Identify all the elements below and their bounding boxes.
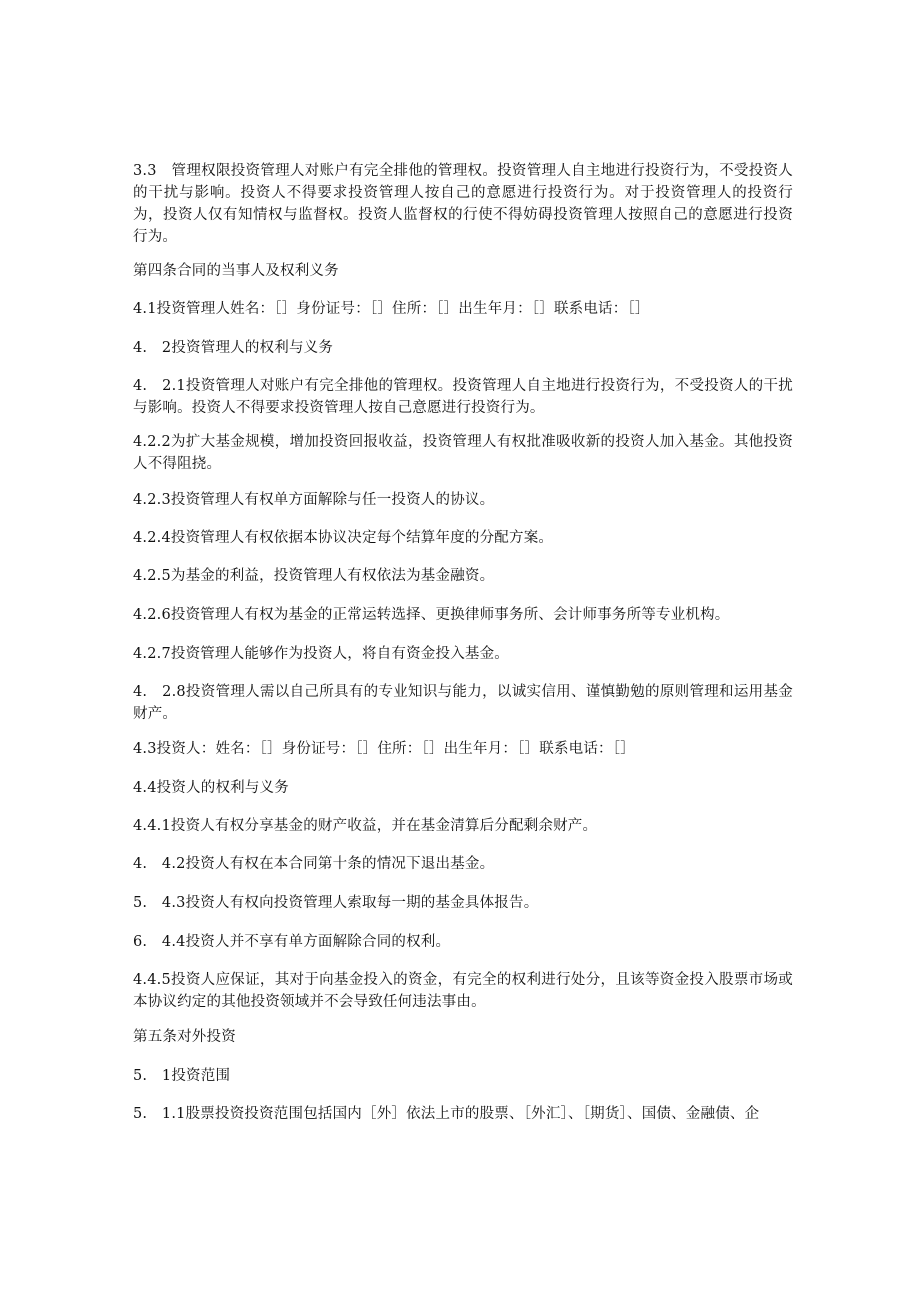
paragraph-4-2: 4. 2投资管理人的权利与义务 xyxy=(133,340,334,356)
paragraph-4-4-3: 5. 4.3投资人有权向投资管理人索取每一期的基金具体报告。 xyxy=(133,895,539,911)
paragraph-4-4-1: 4.4.1投资人有权分享基金的财产收益，并在基金清算后分配剩余财产。 xyxy=(133,818,598,834)
paragraph-4-1: 4.1投资管理人姓名：［］身份证号：［］住所：［］出生年月：［］联系电话：［］ xyxy=(133,301,650,317)
heading-article-5: 第五条对外投资 xyxy=(133,1029,236,1045)
paragraph-4-2-4: 4.2.4投资管理人有权依据本协议决定每个结算年度的分配方案。 xyxy=(133,530,554,546)
paragraph-4-3: 4.3投资人：姓名：［］身份证号：［］住所：［］出生年月：［］联系电话：［］ xyxy=(133,741,635,757)
paragraph-4-4: 4.4投资人的权利与义务 xyxy=(133,780,289,796)
paragraph-4-2-6: 4.2.6投资管理人有权为基金的正常运转选择、更换律师事务所、会计师事务所等专业机构。 xyxy=(133,607,730,623)
paragraph-4-2-2: 4.2.2为扩大基金规模，增加投资回报收益，投资管理人有权批准吸收新的投资人加入基金。其他投资人不得阻挠。 xyxy=(133,434,793,472)
paragraph-4-2-1: 4. 2.1投资管理人对账户有完全排他的管理权。投资管理人自主地进行投资行为，不受投资人的干扰与影响。投资人不得要求投资管理人按自己意愿进行投资行为。 xyxy=(133,378,793,416)
paragraph-3-3: 3.3 管理权限投资管理人对账户有完全排他的管理权。投资管理人自主地进行投资行为，不受投资人的干扰与影响。投资人不得要求投资管理人按自己的意愿进行投资行为。对于投资管理人的投资行为，投资人仅有知情权与监督权。投资人监督权的行使不得妨碍投资管理人按照自己的意愿进行投资行为。 xyxy=(133,163,793,245)
paragraph-4-4-4: 6. 4.4投资人并不享有单方面解除合同的权利。 xyxy=(133,934,451,950)
paragraph-4-2-8: 4. 2.8投资管理人需以自己所具有的专业知识与能力，以诚实信用、谨慎勤勉的原则管理和运用基金财产。 xyxy=(133,684,793,722)
paragraph-4-4-5: 4.4.5投资人应保证，其对于向基金投入的资金，有完全的权利进行处分，且该等资金投入股票市场或本协议约定的其他投资领域并不会导致任何违法事由。 xyxy=(133,972,793,1010)
paragraph-4-2-3: 4.2.3投资管理人有权单方面解除与任一投资人的协议。 xyxy=(133,492,495,508)
paragraph-4-4-2: 4. 4.2投资人有权在本合同第十条的情况下退出基金。 xyxy=(133,856,495,872)
heading-article-4: 第四条合同的当事人及权利义务 xyxy=(133,263,339,279)
paragraph-5-1: 5. 1投资范围 xyxy=(133,1068,231,1084)
paragraph-4-2-5: 4.2.5为基金的利益，投资管理人有权依法为基金融资。 xyxy=(133,568,495,584)
paragraph-5-1-1: 5. 1.1股票投资投资范围包括国内［外］依法上市的股票、［外汇］、［期货］、国债、金融债、企 xyxy=(133,1106,760,1122)
paragraph-4-2-7: 4.2.7投资管理人能够作为投资人，将自有资金投入基金。 xyxy=(133,646,509,662)
